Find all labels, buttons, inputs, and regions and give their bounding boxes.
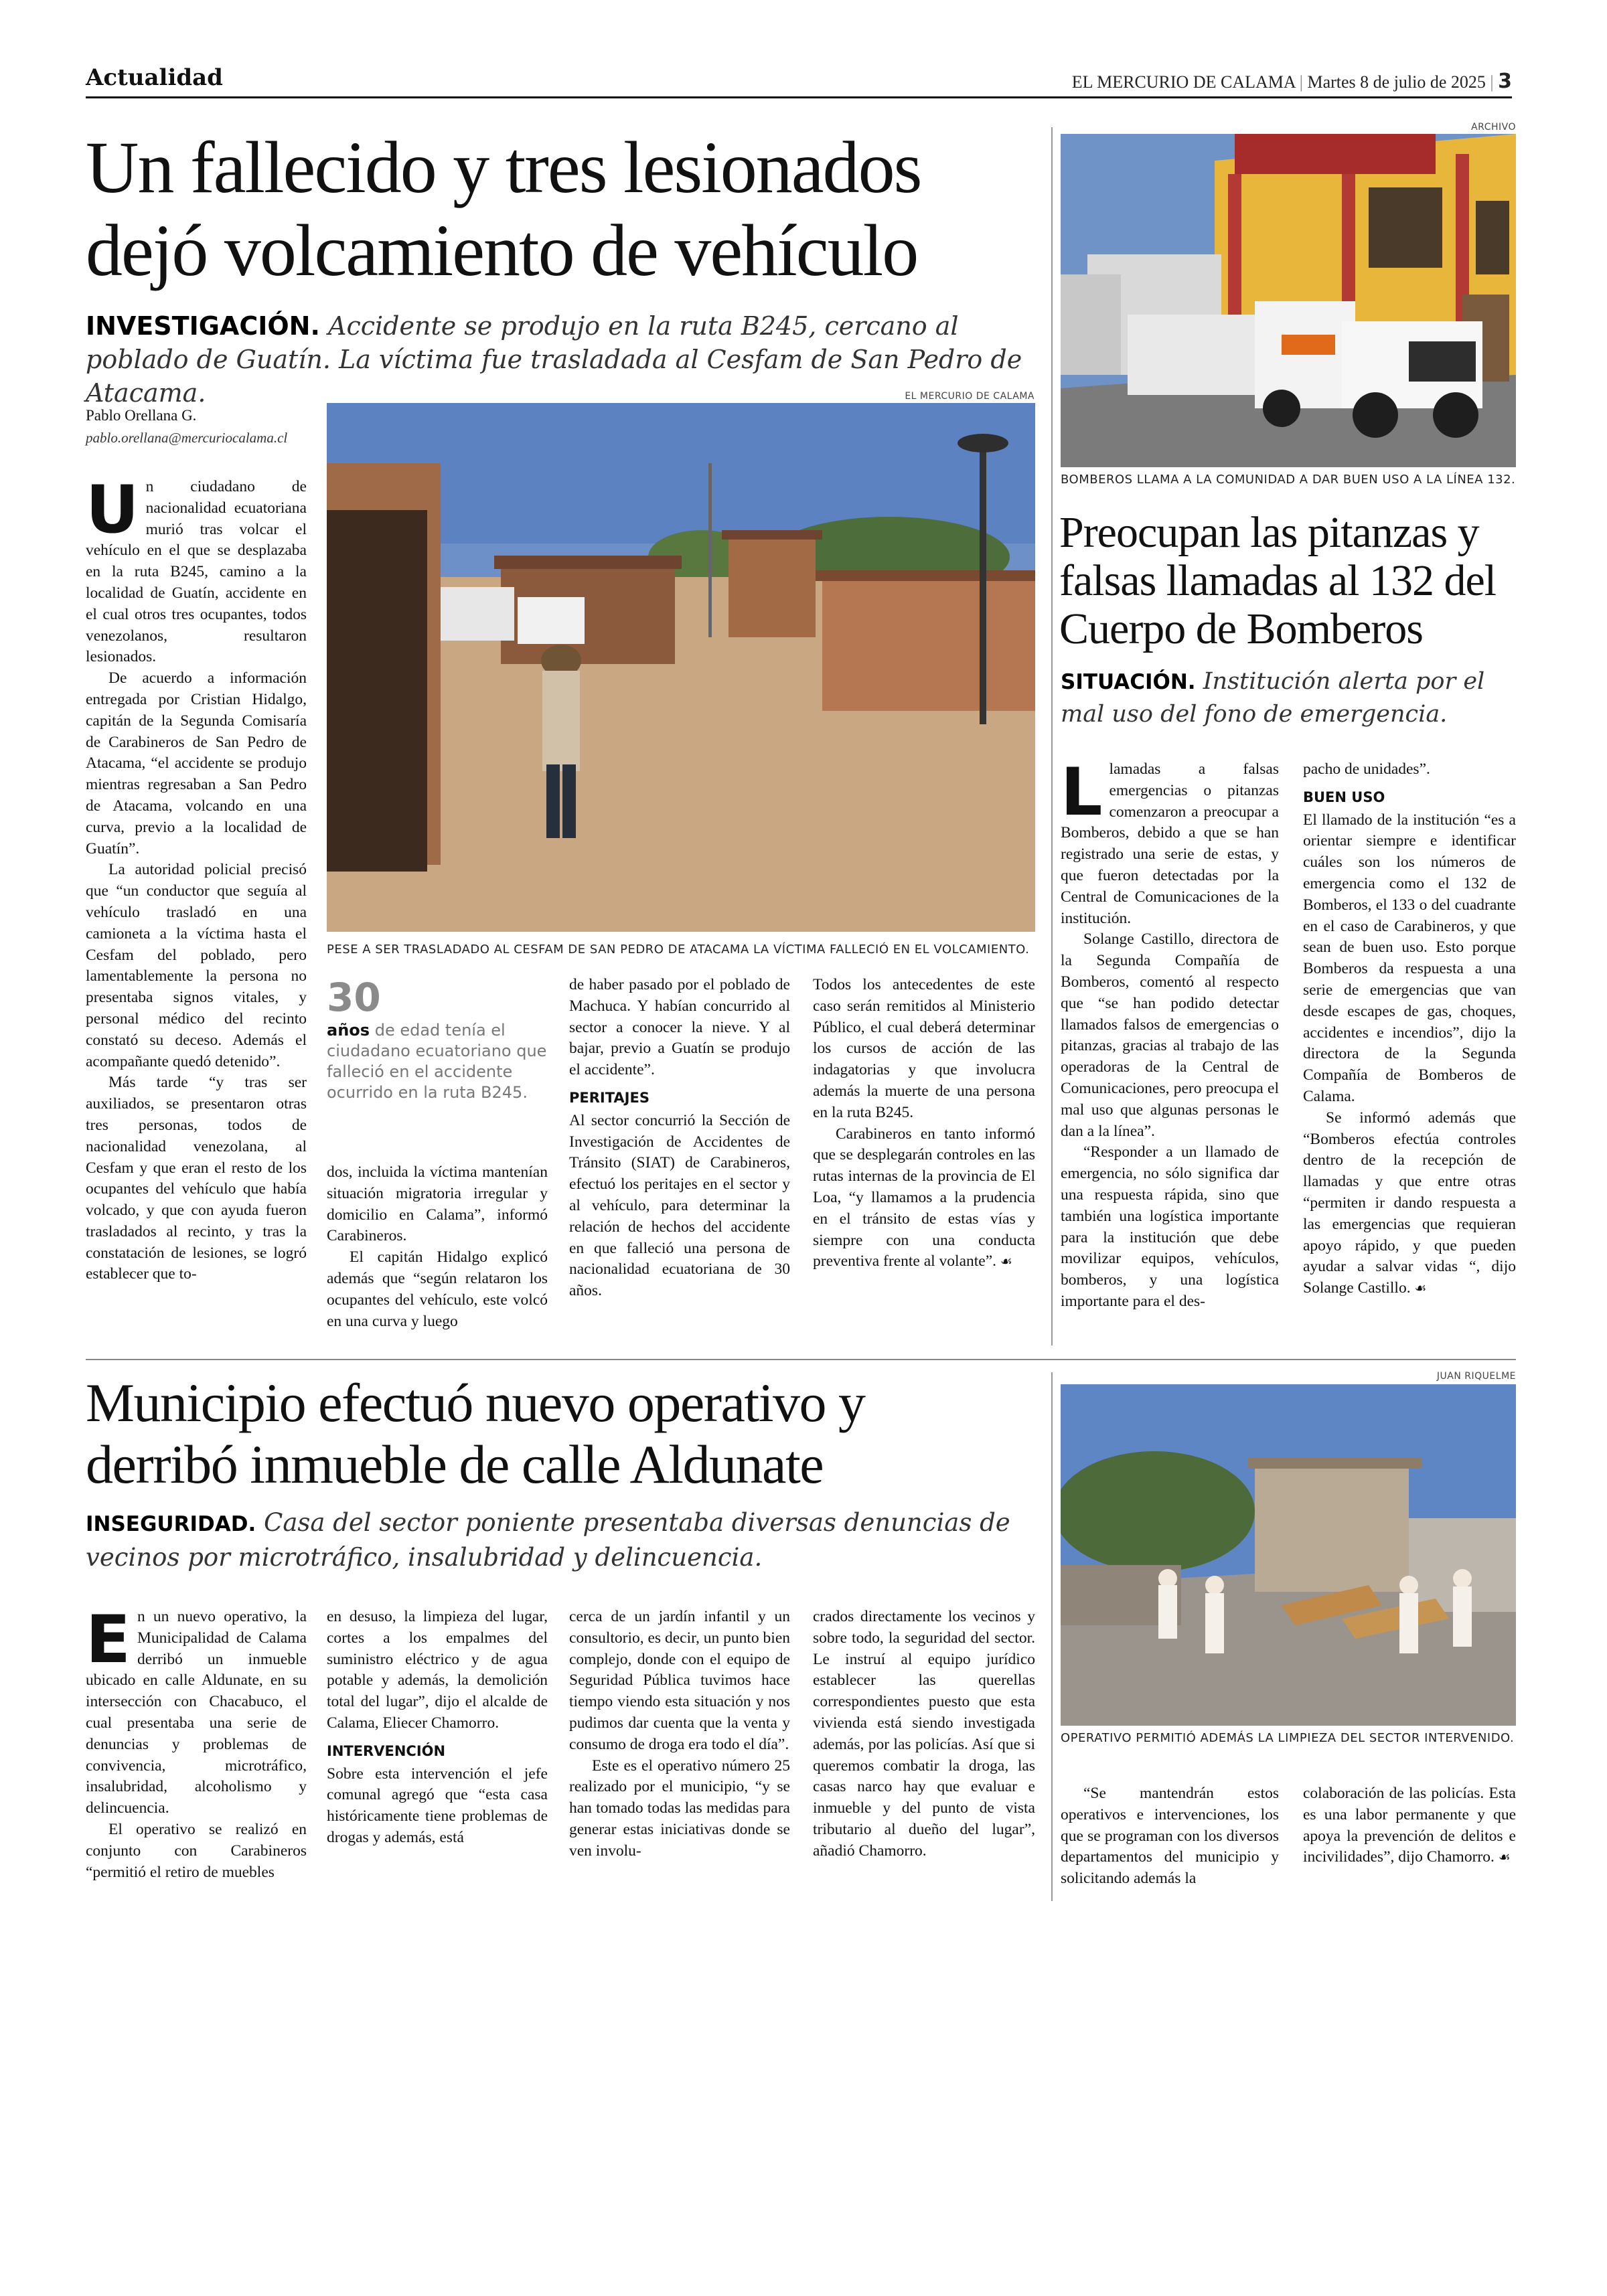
- article2-column-1: [1061, 754, 1279, 1313]
- article2-photo-credit: ARCHIVO: [1471, 122, 1516, 133]
- article3-column-5: [1061, 1783, 1279, 1890]
- article2-paragraph: El llamado de la institución “es a orientar siempre e identificar cuáles son los números de emergencia como el 132 de Bomberos, el 133 o del cuadrante en el caso de Carabineros, y que sean de buen uso. Esto porque Bomberos da respuesta a una serie de emergencias que van desde escapes de gas, choques, accidentes e incendios”, dijo la directora de la Segunda Compañía de Bomberos de Calama.: [1303, 811, 1516, 1105]
- article1-photo-credit: EL MERCURIO DE CALAMA: [905, 391, 1035, 402]
- article2-paragraph: “Responder a un llamado de emergencia, no sólo significa dar una respuesta rápida, sino que también una logística importante para la institución que debe movilizar equipos, vehículos, bomberos, y una logística importante para el des-: [1061, 1143, 1279, 1310]
- article1-paragraph: Carabineros en tanto informó que se desplegarán controles en las rutas internas de la provincia de El Loa, “y llamamos a la prudencia en el tránsito de estas vías y siempre con una conducta preventiva frente al volante”. ☙: [813, 1125, 1035, 1270]
- stat-number: 30: [327, 975, 381, 1020]
- article3-column-4: [813, 1607, 1035, 1862]
- article3-subhead: INTERVENCIÓN: [327, 1742, 446, 1759]
- demolition-photo-illustration: [1061, 1384, 1516, 1726]
- article2-headline-line2: falsas llamadas al 132 del: [1059, 556, 1497, 605]
- article3-paragraph: Sobre esta intervención el jefe comunal agregó que “esta casa históricamente tiene problemas de drogas y además, está: [327, 1765, 548, 1846]
- article1-column-1: [86, 472, 307, 1285]
- article3-column-2: [327, 1607, 548, 1849]
- article3-column-3: [569, 1607, 790, 1862]
- article1-lead-text: Accidente se produjo en la ruta B245, cercano al poblado de Guatín. La víctima fue trasladada al Cesfam de San Pedro de Atacama.: [86, 311, 1022, 408]
- article3-paragraph: cerca de un jardín infantil y un consultorio, es decir, un punto bien complejo, donde con el equipo de Seguridad Pública tuvimos hace tiempo viendo esta situación y nos pudimos dar cuenta que la venta y consumo de droga era todo el día”.: [569, 1608, 790, 1753]
- column-divider: [1051, 127, 1053, 1345]
- article3-paragraph: colaboración de las policías. Esta es una labor permanente y que apoya la prevención de delitos e incivilidades”, dijo Chamorro. ☙: [1303, 1785, 1516, 1866]
- section-name: Actualidad: [86, 64, 223, 91]
- article1-kicker: INVESTIGACIÓN.: [86, 311, 320, 341]
- article1-paragraph: El capitán Hidalgo explicó además que “según relataron los ocupantes del vehículo, este volcó en una curva y luego: [327, 1248, 548, 1330]
- article3-headline-line2: derribó inmueble de calle Aldunate: [86, 1434, 824, 1495]
- article2-paragraph: lamadas a falsas emergencias o pitanzas comenzaron a preocupar a Bomberos, debido a que se han registrado una serie de estas, y que fueron detectadas por la Central de Comunicaciones de la institución.: [1061, 760, 1279, 927]
- article2-paragraph: pacho de unidades”.: [1303, 760, 1430, 778]
- column-divider: [1051, 1372, 1053, 1901]
- article1-email: pablo.orellana@mercuriocalama.cl: [86, 430, 288, 446]
- page-number: 3: [1498, 70, 1512, 93]
- article3-column-6: [1303, 1783, 1516, 1868]
- article1-paragraph: De acuerdo a información entregada por Cristian Hidalgo, capitán de la Segunda Comisaría de Carabineros de San Pedro de Atacama, “el accidente se produjo mientras regresaban a San Pedro de Atacama, volcando en una curva, previo a la localidad de Guatín”.: [86, 669, 307, 857]
- article1-paragraph: Más tarde “y tras ser auxiliados, se presentaron otras tres personas, todos de nacionalidad venezolana, al Cesfam y que eran el resto de los ocupantes del vehículo que había volcado, y que con ayuda fueron trasladados al recinto, y tras la constatación de lesiones, se logró establecer que to-: [86, 1074, 307, 1283]
- article2-headline: [1059, 509, 1528, 653]
- article2-headline-line3: Cuerpo de Bomberos: [1059, 604, 1423, 653]
- article3-photo: [1061, 1384, 1516, 1726]
- article1-paragraph: de haber pasado por el poblado de Machuca. Y habían concurrido al sector a conocer la nieve. Y al bajar, previo a Guatín se produjo el accidente”.: [569, 976, 790, 1079]
- masthead-title: EL MERCURIO DE CALAMA: [1071, 72, 1296, 92]
- article3-dropcap: E: [86, 1602, 131, 1678]
- article3-column-1: [86, 1602, 307, 1883]
- article1-headline-line2: dejó volcamiento de vehículo: [86, 210, 918, 291]
- masthead-separator: |: [1490, 72, 1499, 92]
- article3-paragraph: “Se mantendrán estos operativos e intervenciones, los que se programan con los diversos departamentos del municipio y solicitando además la: [1061, 1785, 1279, 1888]
- article1-column-2: [327, 1162, 548, 1332]
- cesfam-photo-illustration: [327, 403, 1035, 932]
- article2-subhead: BUEN USO: [1303, 789, 1385, 805]
- article3-paragraph: en desuso, la limpieza del lugar, cortes a los empalmes del suministro eléctrico y de agua potable y además, la demolición total del lugar”, dijo el alcalde de Calama, Eliecer Chamorro.: [327, 1608, 548, 1732]
- article1-headline: [86, 126, 1057, 292]
- article3-photo-credit: JUAN RIQUELME: [1436, 1371, 1516, 1382]
- end-mark: ☙: [1414, 1280, 1427, 1297]
- end-mark: ☙: [1000, 1253, 1012, 1270]
- fire-station-illustration: [1061, 134, 1516, 467]
- article1-photo-caption: PESE A SER TRASLADADO AL CESFAM DE SAN PEDRO DE ATACAMA LA VÍCTIMA FALLECIÓ EN EL VOLCAMIENTO.: [327, 942, 1030, 957]
- article1-stat-box: [327, 975, 548, 1103]
- article1-headline-line1: Un fallecido y tres lesionados: [86, 127, 921, 208]
- article1-photo: [327, 403, 1035, 932]
- article3-photo-caption: OPERATIVO PERMITIÓ ADEMÁS LA LIMPIEZA DEL SECTOR INTERVENIDO.: [1061, 1731, 1515, 1745]
- masthead: [1072, 70, 1512, 93]
- article3-headline: [86, 1372, 1050, 1495]
- article1-paragraph: n ciudadano de nacionalidad ecuatoriana murió tras volcar el vehículo en el que se desplazaba en la ruta B245, camino a la localidad de Guatín, accidente en el cual otros tres ocupantes, todos venezolanos, resultaron lesionados.: [86, 478, 307, 666]
- article3-paragraph: n un nuevo operativo, la Municipalidad de Calama derribó un inmueble ubicado en calle Aldunate, en su intersección con Chacabuco, el cual presentaba una serie de denuncias y problemas de convivencia, microtráfico, insalubridad, alcoholismo y delincuencia.: [86, 1608, 307, 1817]
- article1-paragraph: Al sector concurrió la Sección de Investigación de Accidentes de Tránsito (SIAT) de Carabineros, efectuó los peritajes en el sector y al vehículo, para determinar la relación de hechos del accidente en que falleció una persona de nacionalidad ecuatoriana de 30 años.: [569, 1111, 790, 1300]
- article1-author: Pablo Orellana G.: [86, 407, 197, 424]
- article1-paragraph: La autoridad policial precisó que “un conductor que seguía al vehículo trasladó en una camioneta a la víctima hasta el Cesfam del poblado, pero lamentablemente la persona no presentaba signos vitales, y personal médico del recinto constató su deceso. Además el acompañante quedó detenido”.: [86, 861, 307, 1070]
- article3-lead-text: Casa del sector poniente presentaba diversas denuncias de vecinos por microtráfico, insalubridad y delincuencia.: [86, 1508, 1010, 1572]
- masthead-date: Martes 8 de julio de 2025: [1307, 72, 1486, 92]
- article3-paragraph: El operativo se realizó en conjunto con Carabineros “permitió el retiro de muebles: [86, 1820, 307, 1881]
- article1-subhead: PERITAJES: [569, 1089, 649, 1106]
- article2-paragraph: Solange Castillo, directora de la Segunda Compañía de Bomberos, comentó al respecto que “se han podido detectar llamados falsos de emergencias o pitanzas, gracias al trabajo de las operadoras de la Central de Comunicaciones, pero preocupa el mal uso que algunas personas le dan a la línea”.: [1061, 930, 1279, 1140]
- article1-column-4: [813, 975, 1035, 1273]
- article1-paragraph: dos, incluida la víctima mantenían situación migratoria irregular y domicilio en Calama”, informó Carabineros.: [327, 1163, 548, 1245]
- article1-column-3: [569, 975, 790, 1302]
- story-divider: [86, 1359, 1516, 1360]
- article2-kicker: SITUACIÓN.: [1061, 670, 1196, 694]
- article2-paragraph: Se informó además que “Bomberos efectúa controles dentro de la recepción de llamadas y que entre otras “permiten ir dando respuesta a las emergencias que requieran apoyo rápido, y que pueden ayudar a salvar vidas “, dijo Solange Castillo. ☙: [1303, 1109, 1516, 1297]
- article1-dropcap: U: [86, 472, 139, 548]
- article2-photo: [1061, 134, 1516, 467]
- article1-paragraph: Todos los antecedentes de este caso serán remitidos al Ministerio Público, el cual deberá determinar los cursos de acción de las indagatorias y que involucra además la muerte de una persona en la ruta B245.: [813, 976, 1035, 1121]
- article3-lead: [86, 1506, 1037, 1574]
- article2-dropcap: L: [1061, 754, 1103, 831]
- article3-kicker: INSEGURIDAD.: [86, 1512, 256, 1536]
- masthead-separator: |: [1299, 72, 1308, 92]
- header-rule: [86, 96, 1512, 98]
- article3-headline-line1: Municipio efectuó nuevo operativo y: [86, 1372, 865, 1433]
- article2-headline-line1: Preocupan las pitanzas y: [1059, 508, 1479, 557]
- article2-column-2: [1303, 759, 1516, 1299]
- stat-description: de edad tenía el ciudadano ecuatoriano que falleció en el accidente ocurrido en la ruta B245.: [327, 1021, 547, 1102]
- article1-lead: [86, 309, 1023, 410]
- article3-paragraph: Este es el operativo número 25 realizado por el municipio, “y se han tomado todas las medidas para generar estas iniciativas donde se ven involu-: [569, 1756, 790, 1860]
- article2-lead: [1061, 665, 1516, 730]
- article2-photo-caption: BOMBEROS LLAMA A LA COMUNIDAD A DAR BUEN USO A LA LÍNEA 132.: [1061, 473, 1516, 487]
- end-mark: ☙: [1498, 1849, 1511, 1866]
- article3-paragraph: crados directamente los vecinos y sobre todo, la seguridad del sector. Le instruí al equipo jurídico establecer las querellas correspondientes puesto que esta vivienda está siendo investigada además, por las policías. Así que si queremos combatir la droga, las casas narco hay que evaluar e inmueble y del punto de vista tributario al dueño del lugar”, añadió Chamorro.: [813, 1608, 1035, 1860]
- stat-text: [327, 1020, 548, 1103]
- article2-lead-text: Institución alerta por el mal uso del fono de emergencia.: [1061, 668, 1485, 728]
- stat-word: años: [327, 1021, 370, 1040]
